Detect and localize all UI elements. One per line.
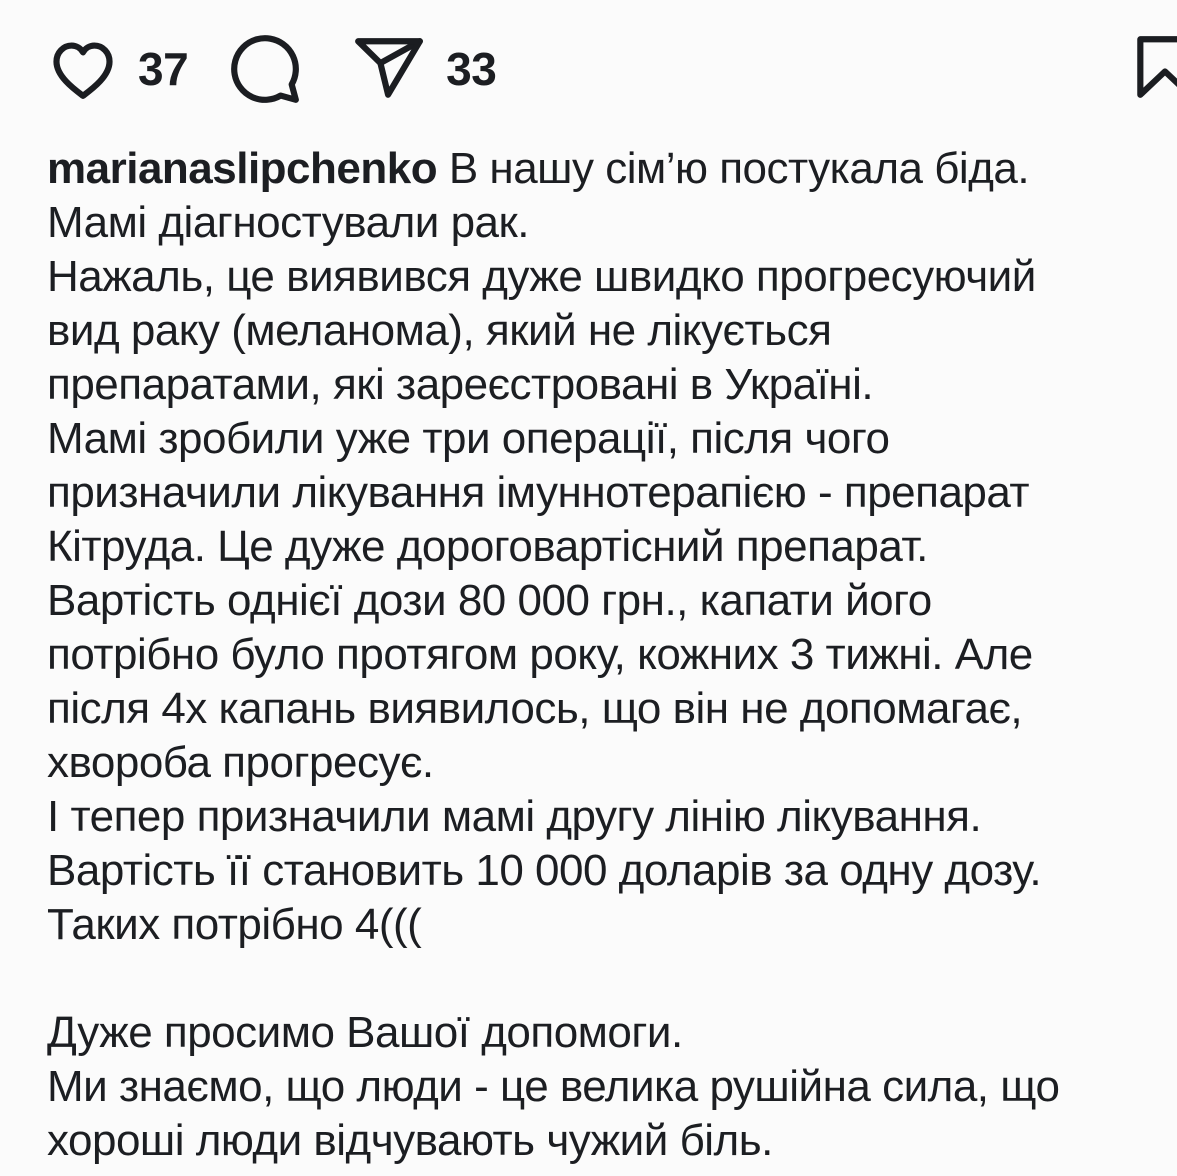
caption-line: Ми знаємо, що люди - це велика рушійна сила, що	[47, 1062, 1060, 1111]
caption-line: І тепер призначили мамі другу лінію лікування.	[47, 792, 982, 841]
caption-text-start: В нашу сім’ю постукала біда.	[448, 144, 1030, 193]
caption-line: після 4х капань виявилось, що він не допомагає,	[47, 684, 1023, 733]
share-icon	[352, 32, 426, 106]
caption-line: призначили лікування імуннотерапією - препарат	[47, 468, 1030, 517]
caption-line: Вартість однієї дози 80 000 грн., капати його	[47, 576, 932, 625]
caption-line: вид раку (меланома), який не лікується	[47, 306, 832, 355]
like-button[interactable]	[46, 32, 120, 106]
post-caption	[0, 142, 1177, 1168]
caption-line: Кітруда. Це дуже дороговартісний препарат.	[47, 522, 928, 571]
comment-button[interactable]	[228, 32, 302, 106]
username-link[interactable]: marianaslipchenko	[47, 144, 438, 193]
caption-line: хороші люди відчувають чужий біль.	[47, 1116, 773, 1165]
caption-line-first	[47, 142, 1177, 196]
caption-line: Нажаль, це виявився дуже швидко прогресуючий	[47, 252, 1036, 301]
caption-line: Мамі зробили уже три операції, після чого	[47, 414, 890, 463]
post-action-bar	[0, 0, 1177, 106]
caption-line: Мамі діагностували рак.	[47, 198, 529, 247]
share-button[interactable]	[352, 32, 426, 106]
caption-line: хвороба прогресує.	[47, 738, 434, 787]
save-button[interactable]	[1128, 30, 1177, 104]
caption-line: Вартість її становить 10 000 доларів за одну дозу.	[47, 846, 1042, 895]
bookmark-icon	[1128, 30, 1177, 104]
caption-line: потрібно було протягом року, кожних 3 тижні. Але	[47, 630, 1033, 679]
share-count[interactable]: 33	[446, 43, 497, 95]
comment-icon	[228, 32, 302, 106]
caption-line: Дуже просимо Вашої допомоги.	[47, 1008, 683, 1057]
caption-blank-line	[47, 952, 1177, 1006]
like-count[interactable]: 37	[138, 43, 189, 95]
caption-line: препаратами, які зареєстровані в Україні.	[47, 360, 874, 409]
caption-line: Таких потрібно 4(((	[47, 900, 422, 949]
heart-icon	[46, 32, 120, 106]
